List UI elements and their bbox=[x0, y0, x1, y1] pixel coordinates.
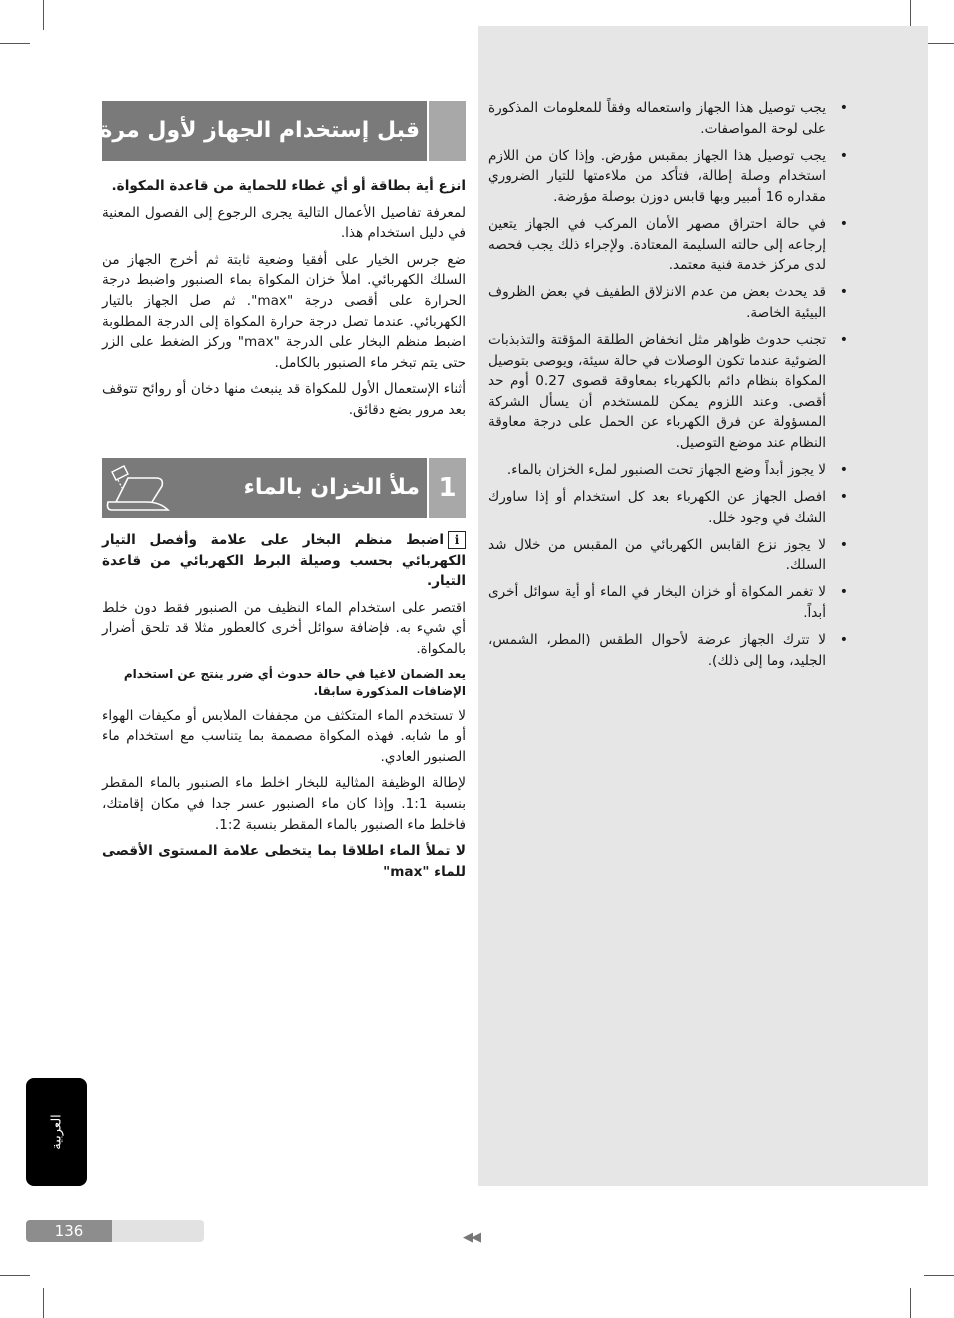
section-header-fill bbox=[102, 458, 466, 518]
crop-mark bbox=[924, 1275, 954, 1276]
fill-paragraph: اقتصر على استخدام الماء النظيف من الصنبور فقط دون خلط أي شيء به. فإضافة سوائل أخرى كالعطور مثلا قد تلحق أضرار بالمكواة. bbox=[102, 599, 466, 657]
section-title: قبل إستخدام الجهاز لأول مرة bbox=[99, 118, 420, 143]
list-item: • لا تترك الجهاز عرضة لأحوال الطقس (المطر، الشمس، الجليد، وما إلى ذلك). bbox=[488, 632, 848, 669]
list-item: • لا يجوز أبداً وضع الجهاز تحت الصنبور لملء الخزان بالماء. bbox=[506, 462, 848, 478]
crop-mark bbox=[0, 43, 30, 44]
fill-max-warning: لا تملأ الماء اطلاقا بما يتخطى علامة المستوى الأقصى للماء "max" bbox=[102, 843, 466, 880]
info-icon: i bbox=[448, 531, 466, 549]
page-number: 136 bbox=[26, 1220, 112, 1242]
warranty-warning: يعد الضمان لاغيا في حالة حدوث أي ضرر ينتج عن استخدام الإضافات المذكورة سابقا. bbox=[123, 666, 466, 698]
intro-paragraph: ضع جرس الخيار على أفقيا وضعية ثابتة ثم أخرج الجهاز من السلك الكهربائي. املأ خزان المكواة بماء الصنبور واضبط درجة الحرارة على أقصى درجة "max". ثم صل الجهاز بالتيار الكهربائي. عندما تصل درجة حرارة المكواة إلى الدرجة المطلوبة اضبط منظم البخار على الدرجة "max" وركز الضغط على الزر حتى يتم تبخر ماء الصنبور بالكامل. bbox=[102, 251, 467, 371]
list-item: • قد يحدث بعض من عدم الانزلاق الطفيف في بعض الظروف البيئية الخاصة. bbox=[488, 284, 848, 321]
list-item: • لا يجوز نزع القابس الكهربائي من المقبس من خلال شد السلك. bbox=[488, 536, 848, 574]
language-label: العربية bbox=[49, 1114, 64, 1150]
iron-icon bbox=[102, 458, 182, 518]
safety-bullet-list bbox=[488, 98, 848, 678]
fill-heading-note: iاضبط منظم البخار على علامة وأفصل التيار الكهربائي بحسب وصيلة البرط الكهربائي من قاعدة التيار. bbox=[102, 532, 466, 590]
intro-paragraph: انزع أية بطاقة أو أي غطاء للحماية من قاعدة المكواة. bbox=[111, 178, 466, 194]
fill-paragraph: لإطالة الوظيفة المثالية للبخار اخلط ماء الصنبور بالماء المقطر بنسبة 1:1. وإذا كان ماء الصنبور عسر جدا في مكان إقامتك، فاخلط ماء الصنبور بالماء المقطر بنسبة 1:2. bbox=[102, 775, 466, 833]
crop-mark bbox=[924, 43, 954, 44]
list-item: • يجب توصيل هذا الجهاز واستعماله وفقاً للمعلومات المذكورة على لوحة المواصفات. bbox=[488, 100, 848, 137]
crop-mark bbox=[0, 1275, 30, 1276]
crop-mark bbox=[43, 1288, 44, 1318]
list-item: • في حالة احتراق مصهر الأمان المركب في الجهاز يتعين إرجاعه إلى حالته السليمة المعتادة. ولإجراء ذلك يجب فحصه لدى مركز خدمة فنية معتمد. bbox=[488, 215, 848, 274]
list-item: • يجب توصيل هذا الجهاز بمقبس مؤرض. وإذا كان من اللازم استخدام وصلة إطالة، فتأكد من ملاءمتها للتيار الضروري مقداره 16 أمبير وبها قابس دوزن بوصلة مؤرضة. bbox=[488, 147, 848, 205]
list-item: • لا تغمر المكواة أو خزان البخار في الماء أو أية سوائل أخرى أبداً. bbox=[488, 584, 848, 622]
intro-paragraph: أثناء الإستعمال الأول للمكواة قد ينبعث منها دخان أو روائح تتوقف بعد مرور بضع دقائق. bbox=[102, 381, 466, 418]
section-header-intro bbox=[99, 101, 466, 161]
intro-paragraph: لمعرفة تفاصيل الأعمال التالية يجرى الرجوع إلى الفصول المعنية في دليل استخدام هذا. bbox=[102, 204, 466, 242]
crop-mark bbox=[910, 1288, 911, 1318]
section-title: ملأ الخزان بالماء bbox=[243, 475, 420, 500]
section-number: 1 bbox=[427, 458, 466, 518]
nav-arrows-icon: ◀◀ bbox=[463, 1230, 479, 1245]
list-item: • افصل الجهاز عن الكهرباء بعد كل استخدام أو إذا ساورك الشك في وجود خلل. bbox=[488, 489, 848, 526]
language-tab bbox=[26, 1078, 87, 1186]
fill-paragraph: لا تستخدم الماء المتكثف من مجففات الملابس أو مكيفات الهواء أو ما شابه. فهذه المكواة مصممة بما يتناسب مع استخدام ماء الصنبور العادي. bbox=[102, 707, 466, 765]
section-tab bbox=[427, 101, 466, 161]
crop-mark bbox=[43, 0, 44, 30]
intro-text bbox=[102, 176, 466, 427]
fill-text bbox=[102, 530, 466, 888]
list-item: • تجنب حدوث ظواهر مثل انخفاض الطلقة المؤقتة والتذبذبات الضوئية عندما تكون الوصلات في حالة سيئة، ويوصى بتوصيل المكواة بنظام دائم بالكهرباء بمعاوقة قصوى 0.27 أوم حد أقصى. وعند اللزوم يمكن للمستخدم أن يسأل الشركة المسؤولة عن فرق الكهرباء عن الحمل على درجة معاوقة النظام عند موضع التوصيل. bbox=[488, 331, 848, 451]
